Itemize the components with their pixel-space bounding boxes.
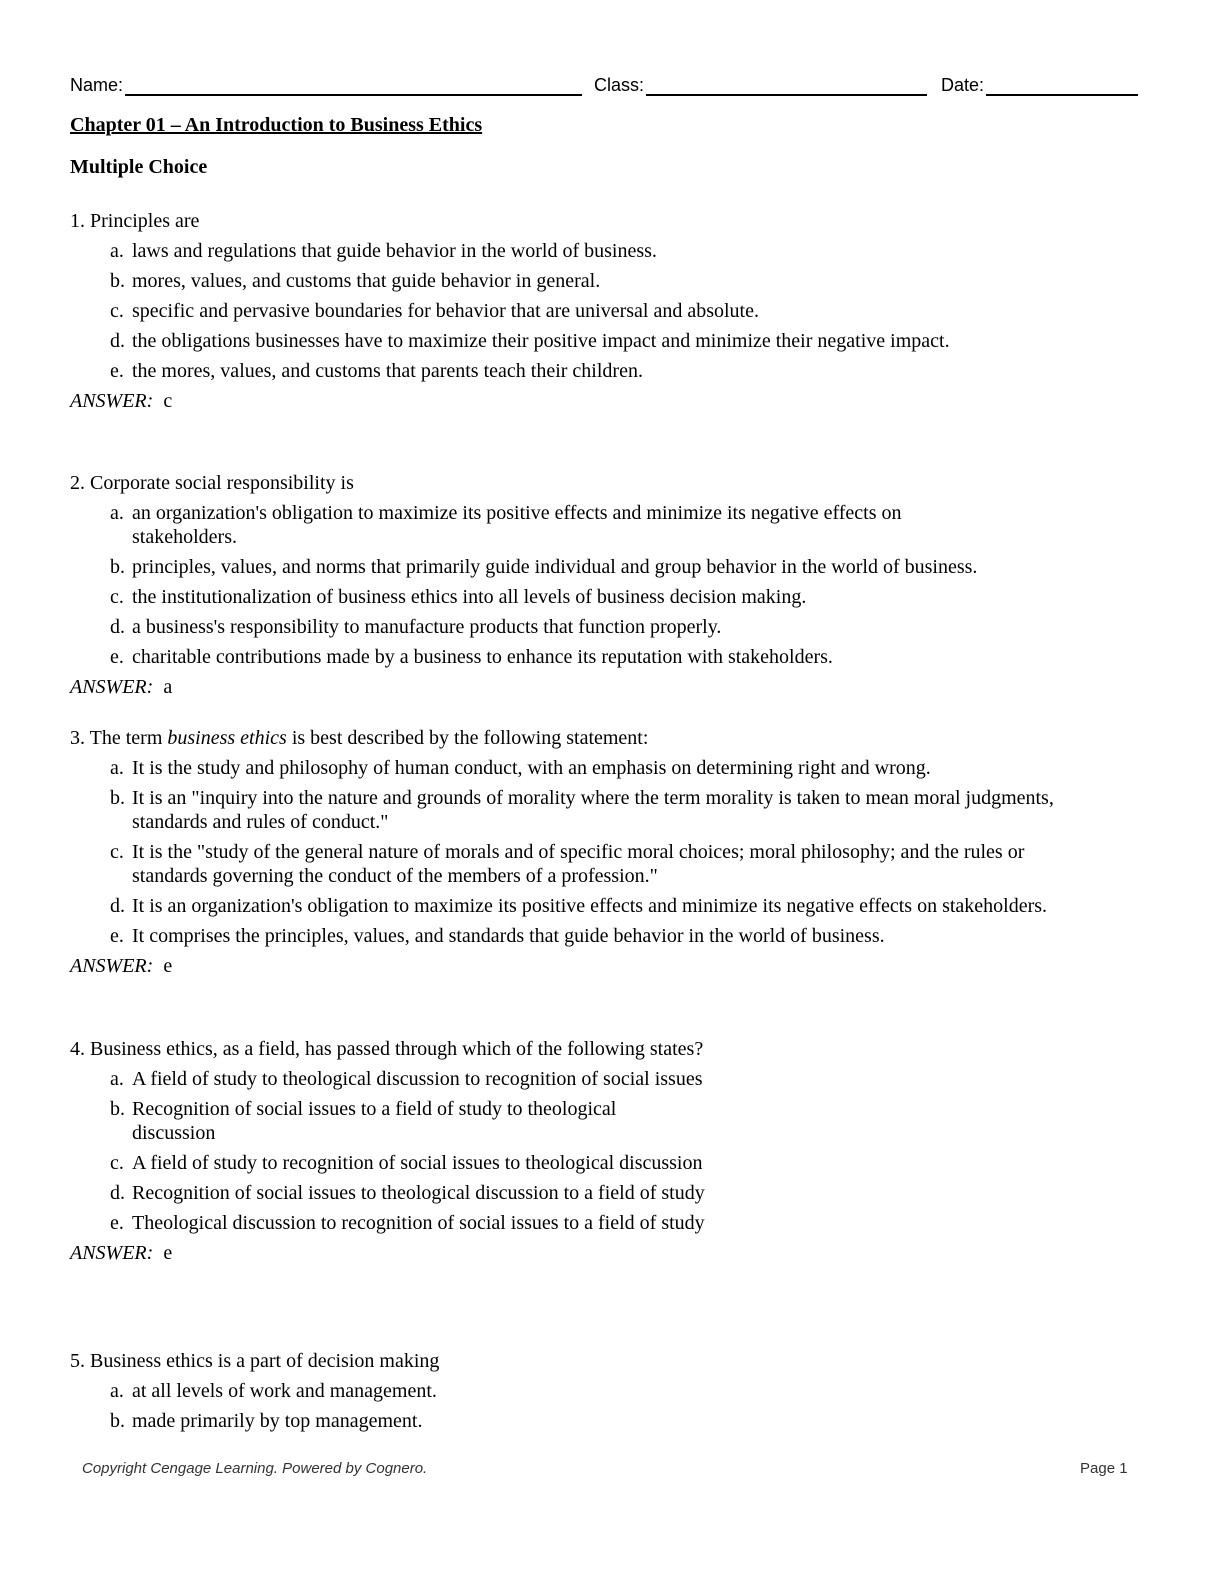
answer-line <box>70 675 1070 699</box>
choice-text: It is an organization's obligation to maximize its positive effects and minimize its negative effects on stakeholders. <box>132 895 1048 917</box>
class-label: Class: <box>594 75 645 95</box>
question-number: 5. <box>70 1350 85 1372</box>
class-blank-line <box>646 74 927 96</box>
chapter-title: Chapter 01 – An Introduction to Business Ethics <box>70 114 483 136</box>
choice-letter: b. <box>110 556 125 578</box>
choice-d <box>70 329 990 353</box>
date-field <box>941 72 1138 96</box>
choice-text: principles, values, and norms that primarily guide individual and group behavior in the world of business. <box>132 556 978 578</box>
choice-text: laws and regulations that guide behavior in the world of business. <box>132 240 657 262</box>
choice-text: made primarily by top management. <box>132 1410 423 1432</box>
question-3 <box>70 726 1100 978</box>
choice-text: Theological discussion to recognition of social issues to a field of study <box>132 1212 705 1234</box>
choice-b <box>70 269 990 293</box>
choice-b <box>70 786 1100 834</box>
choice-letter: a. <box>110 502 124 524</box>
choice-text: the mores, values, and customs that parents teach their children. <box>132 360 643 382</box>
answer-label: ANSWER: <box>70 676 154 698</box>
choice-b <box>70 1409 790 1433</box>
choice-text: It is the "study of the general nature of morals and of specific moral choices; moral philosophy; and the rules or standards governing the conduct of the members of a profession." <box>132 841 1025 887</box>
answer-value: e <box>163 955 173 977</box>
choice-c <box>70 299 990 323</box>
question-text: Business ethics, as a field, has passed through which of the following states? <box>90 1038 704 1060</box>
date-blank-line <box>986 74 1138 96</box>
answer-value: c <box>163 390 173 412</box>
choice-letter: c. <box>110 841 124 863</box>
answer-label: ANSWER: <box>70 390 154 412</box>
choice-e <box>70 924 1100 948</box>
choice-d <box>70 894 1100 918</box>
choice-text: a business's responsibility to manufacture products that function properly. <box>132 616 722 638</box>
choice-list <box>70 756 1100 948</box>
choice-letter: d. <box>110 616 125 638</box>
choice-letter: e. <box>110 360 124 382</box>
choice-text: Recognition of social issues to a field of study to theological discussion <box>132 1098 617 1144</box>
choice-letter: c. <box>110 586 124 608</box>
choice-text: an organization's obligation to maximize its positive effects and minimize its negative effects on stakeholders. <box>132 502 902 548</box>
name-blank-line <box>125 74 582 96</box>
choice-a <box>70 1379 790 1403</box>
choice-letter: a. <box>110 757 124 779</box>
choice-letter: c. <box>110 1152 124 1174</box>
choice-list <box>70 239 990 383</box>
choice-text: the institutionalization of business ethics into all levels of business decision making. <box>132 586 807 608</box>
choice-b <box>70 1097 672 1145</box>
question-stem <box>70 1037 790 1061</box>
choice-letter: b. <box>110 787 125 809</box>
question-number: 1. <box>70 210 85 232</box>
question-stem <box>70 1349 790 1373</box>
choice-letter: e. <box>110 925 124 947</box>
choice-letter: d. <box>110 1182 125 1204</box>
question-5 <box>70 1349 790 1433</box>
choice-list <box>70 1379 790 1433</box>
answer-label: ANSWER: <box>70 1242 154 1264</box>
choice-text: the obligations businesses have to maximize their positive impact and minimize their negative impact. <box>132 330 950 352</box>
question-emphasis: business ethics <box>167 727 287 749</box>
choice-text: Recognition of social issues to theological discussion to a field of study <box>132 1182 705 1204</box>
choice-c <box>70 840 1100 888</box>
choice-letter: a. <box>110 1380 124 1402</box>
choice-letter: a. <box>110 1068 124 1090</box>
choice-d <box>70 1181 722 1205</box>
choice-c <box>70 1151 790 1175</box>
question-stem <box>70 209 990 233</box>
answer-line <box>70 1241 790 1265</box>
choice-list <box>70 1067 790 1235</box>
choice-letter: e. <box>110 1212 124 1234</box>
choice-text: It comprises the principles, values, and standards that guide behavior in the world of business. <box>132 925 885 947</box>
choice-a <box>70 239 990 263</box>
date-label: Date: <box>941 75 985 95</box>
choice-letter: b. <box>110 270 125 292</box>
answer-label: ANSWER: <box>70 955 154 977</box>
choice-a <box>70 1067 790 1091</box>
choice-d <box>70 615 1070 639</box>
question-number: 2. <box>70 472 85 494</box>
section-title: Multiple Choice <box>70 156 208 178</box>
answer-value: e <box>163 1242 173 1264</box>
choice-text: A field of study to theological discussion to recognition of social issues <box>132 1068 703 1090</box>
choice-a <box>70 501 1070 549</box>
question-number: 3. <box>70 727 85 749</box>
choice-text: It is an "inquiry into the nature and grounds of morality where the term morality is taken to mean moral judgments, standards and rules of conduct." <box>132 787 1054 833</box>
choice-text: at all levels of work and management. <box>132 1380 437 1402</box>
class-field <box>594 72 927 96</box>
choice-e <box>70 359 990 383</box>
choice-text: It is the study and philosophy of human conduct, with an emphasis on determining right and wrong. <box>132 757 931 779</box>
name-field <box>70 72 582 96</box>
question-text: Business ethics is a part of decision making <box>90 1350 440 1372</box>
choice-text: A field of study to recognition of social issues to theological discussion <box>132 1152 703 1174</box>
choice-letter: b. <box>110 1410 125 1432</box>
choice-letter: c. <box>110 300 124 322</box>
question-stem <box>70 471 1070 495</box>
choice-letter: d. <box>110 330 125 352</box>
name-label: Name: <box>70 75 124 95</box>
choice-b <box>70 555 1130 579</box>
choice-letter: d. <box>110 895 125 917</box>
question-text: Principles are <box>90 210 200 232</box>
answer-value: a <box>163 676 173 698</box>
answer-line <box>70 954 1100 978</box>
question-number: 4. <box>70 1038 85 1060</box>
question-text: Corporate social responsibility is <box>90 472 354 494</box>
choice-list <box>70 501 1070 669</box>
question-text: is best described by the following statement: <box>291 727 649 749</box>
choice-letter: a. <box>110 240 124 262</box>
question-text: The term <box>89 727 163 749</box>
choice-c <box>70 585 1070 609</box>
choice-e <box>70 645 1070 669</box>
choice-text: mores, values, and customs that guide behavior in general. <box>132 270 601 292</box>
question-2 <box>70 471 1070 699</box>
question-1 <box>70 209 990 413</box>
choice-letter: e. <box>110 646 124 668</box>
question-4 <box>70 1037 790 1265</box>
choice-text: charitable contributions made by a business to enhance its reputation with stakeholders. <box>132 646 833 668</box>
choice-a <box>70 756 1100 780</box>
question-stem <box>70 726 1100 750</box>
choice-e <box>70 1211 722 1235</box>
footer-page-number: Page 1 <box>1080 1460 1128 1477</box>
answer-line <box>70 389 990 413</box>
footer-copyright: Copyright Cengage Learning. Powered by Cognero. <box>82 1460 428 1477</box>
choice-text: specific and pervasive boundaries for behavior that are universal and absolute. <box>132 300 759 322</box>
choice-letter: b. <box>110 1098 125 1120</box>
